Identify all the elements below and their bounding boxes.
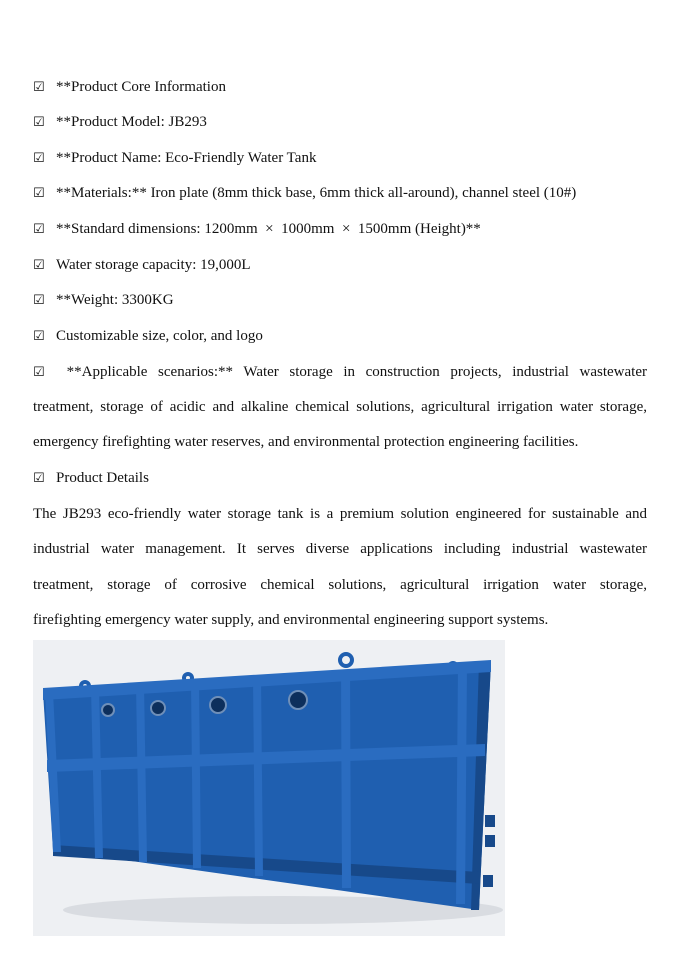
bullet-dimensions bbox=[33, 219, 647, 240]
bullet-text: **Product Name: Eco-Friendly Water Tank bbox=[56, 150, 317, 166]
product-photo-water-tank bbox=[33, 640, 505, 936]
bullet-weight bbox=[33, 290, 647, 311]
checkbox-icon: ☑ bbox=[33, 471, 45, 486]
scenarios-text: **Applicable scenarios:** Water storage in construction projects, industrial wastewater bbox=[56, 364, 647, 380]
details-line-2: industrial water management. It serves diverse applications including industrial wastewater bbox=[33, 541, 647, 557]
checkbox-icon: ☑ bbox=[33, 329, 45, 344]
details-line-1: The JB293 eco-friendly water storage tank is a premium solution engineered for sustainable and bbox=[33, 506, 647, 522]
checkbox-icon: ☑ bbox=[33, 365, 45, 380]
bullet-text: Customizable size, color, and logo bbox=[56, 328, 263, 344]
checkbox-icon: ☑ bbox=[33, 186, 45, 201]
bullet-customizable bbox=[33, 326, 647, 347]
bullet-text: **Weight: 3300KG bbox=[56, 292, 174, 308]
scenarios-line-3: emergency firefighting water reserves, and environmental protection engineering facilities. bbox=[33, 434, 579, 450]
bullet-text: **Product Core Information bbox=[56, 79, 226, 95]
checkbox-icon: ☑ bbox=[33, 151, 45, 166]
bullet-text: **Product Model: JB293 bbox=[56, 114, 207, 130]
details-heading-text: Product Details bbox=[56, 470, 149, 486]
bullet-materials bbox=[33, 183, 647, 204]
details-line-4: firefighting emergency water supply, and environmental engineering support systems. bbox=[33, 612, 549, 628]
scenarios-line-2: treatment, storage of acidic and alkaline chemical solutions, agricultural irrigation water storage, bbox=[33, 399, 647, 415]
details-heading bbox=[33, 468, 647, 489]
bullet-model bbox=[33, 112, 647, 133]
checkbox-icon: ☑ bbox=[33, 115, 45, 130]
bullet-core-info bbox=[33, 77, 647, 98]
details-line-3: treatment, storage of corrosive chemical solutions, agricultural irrigation water storage, bbox=[33, 577, 647, 593]
checkbox-icon: ☑ bbox=[33, 80, 45, 95]
bullet-capacity bbox=[33, 255, 647, 276]
bullet-text: **Materials:** Iron plate (8mm thick base, 6mm thick all-around), channel steel (10#) bbox=[56, 185, 577, 201]
bullet-text: Water storage capacity: 19,000L bbox=[56, 257, 251, 273]
checkbox-icon: ☑ bbox=[33, 258, 45, 273]
scenarios-line-1 bbox=[33, 362, 647, 383]
checkbox-icon: ☑ bbox=[33, 293, 45, 308]
checkbox-icon: ☑ bbox=[33, 222, 45, 237]
bullet-name bbox=[33, 148, 647, 169]
bullet-text: **Standard dimensions: 1200mm × 1000mm × 1500mm (Height)** bbox=[56, 221, 481, 237]
